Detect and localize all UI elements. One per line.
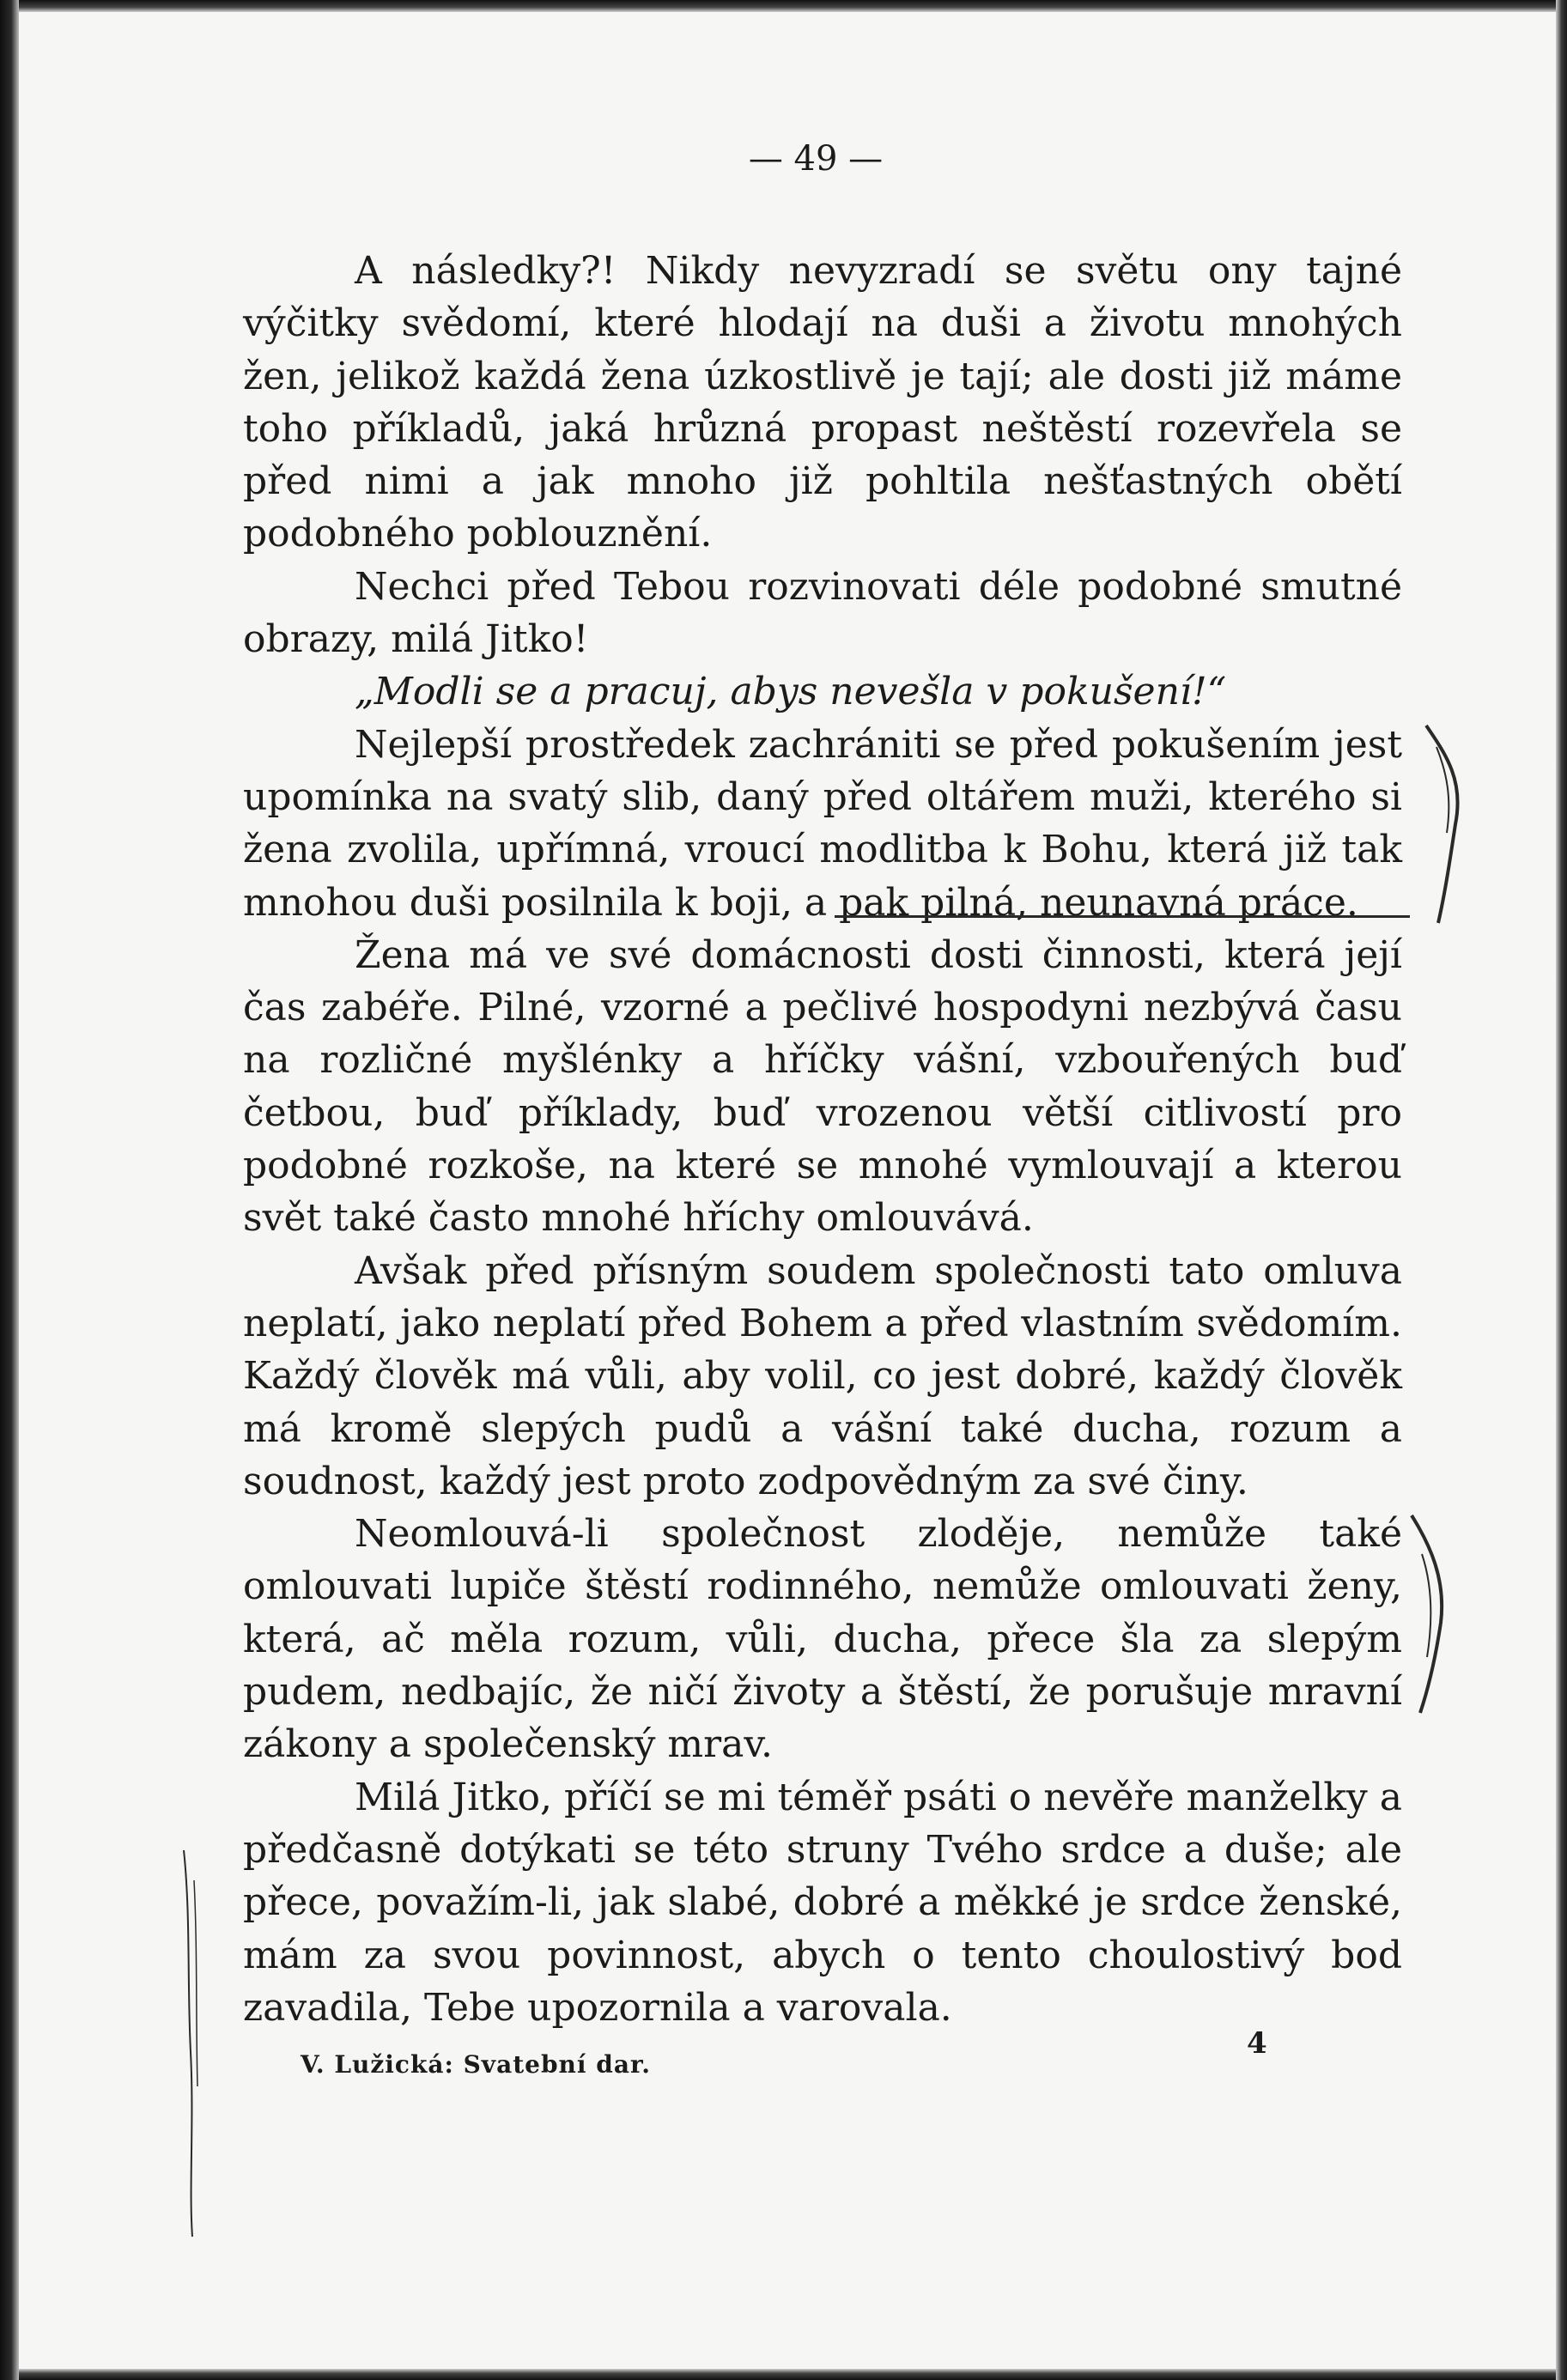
paragraph-3: Nejlepší prostředek zachrániti se před pokušením jest upomínka na svatý slib, daný před oltářem muži, kterého si žena zvolila, upřímná, vroucí modlitba k Bohu, která již tak mnohou duši posilnila k boji, a pak pilná, neunavná práce. [243,722,1402,925]
paragraph-7: Milá Jitko, příčí se mi téměř psáti o nevěře manželky a předčasně dotýkati se této struny Tvého srdce a duše; ale přece, považím-li, jak slabé, dobré a měkké je srdce ženské, mám za svou povinnost, abych o tento choulostivý bod zavadila, Tebe upozornila a varovala. [243,1775,1402,2030]
paragraph-5: Avšak před přísným soudem společnosti tato omluva neplatí, jako neplatí před Bohem a před vlastním svědomím. Každý člověk má vůli, aby volil, co jest dobré, každý člověk má kromě slepých pudů a vášní také ducha, rozum a soudnost, každý jest proto zodpovědným za své činy. [243,1248,1402,1503]
scan-bottom-border [0,2369,1567,2380]
scan-right-border [1556,0,1567,2380]
paragraph-1: A následky?! Nikdy nevyzradí se světu ony tajné výčitky svědomí, které hlodají na duši a životu mnohých žen, jelikož každá žena úzkostlivě je tají; ale dosti již máme toho příkladů, jaká hrůzná propast neštěstí rozevřela se před nimi a jak mnoho již pohltila nešťastných obětí podobného poblouznění. [243,249,1402,556]
page-number: — 49 — [748,139,884,179]
body-text [243,245,1402,2034]
scan-top-border [0,0,1567,12]
margin-pencil-mark-lower [1408,1511,1460,1717]
paragraph-4: Žena má ve své domácnosti dosti činnosti, která její čas zabéře. Pilné, vzorné a pečlivé hospodyni nezbývá času na rozličné myšlénky a hříčky vášní, vzbouřených buď četbou, buď příklady, buď vrozenou větší citlivostí pro podobné rozkoše, na které se mnohé vymlouvají a kterou svět také často mnohé hříchy omlouvává. [243,932,1402,1241]
paragraph-2: Nechci před Tebou rozvinovati déle podobné smutné obrazy, milá Jitko! [243,564,1402,662]
scan-left-border [0,0,19,2380]
sheet-number: 4 [1247,2026,1267,2061]
pencil-underline [835,910,1410,918]
footer-signature: V. Lužická: Svatební dar. [301,2050,651,2079]
quote-line: „Modli se a pracuj, abys nevešla v pokušení!“ [355,670,1227,714]
paragraph-6: Neomlouvá-li společnost zloděje, nemůže také omlouvati lupiče štěstí rodinného, nemůže omlouvati ženy, která, ač měla rozum, vůli, ducha, přece šla za slepým pudem, nedbajíc, že ničí životy a štěstí, že porušuje mravní zákony a společenský mrav. [243,1512,1402,1767]
margin-pencil-mark-left [172,1846,206,2241]
margin-pencil-mark-upper [1421,721,1473,927]
